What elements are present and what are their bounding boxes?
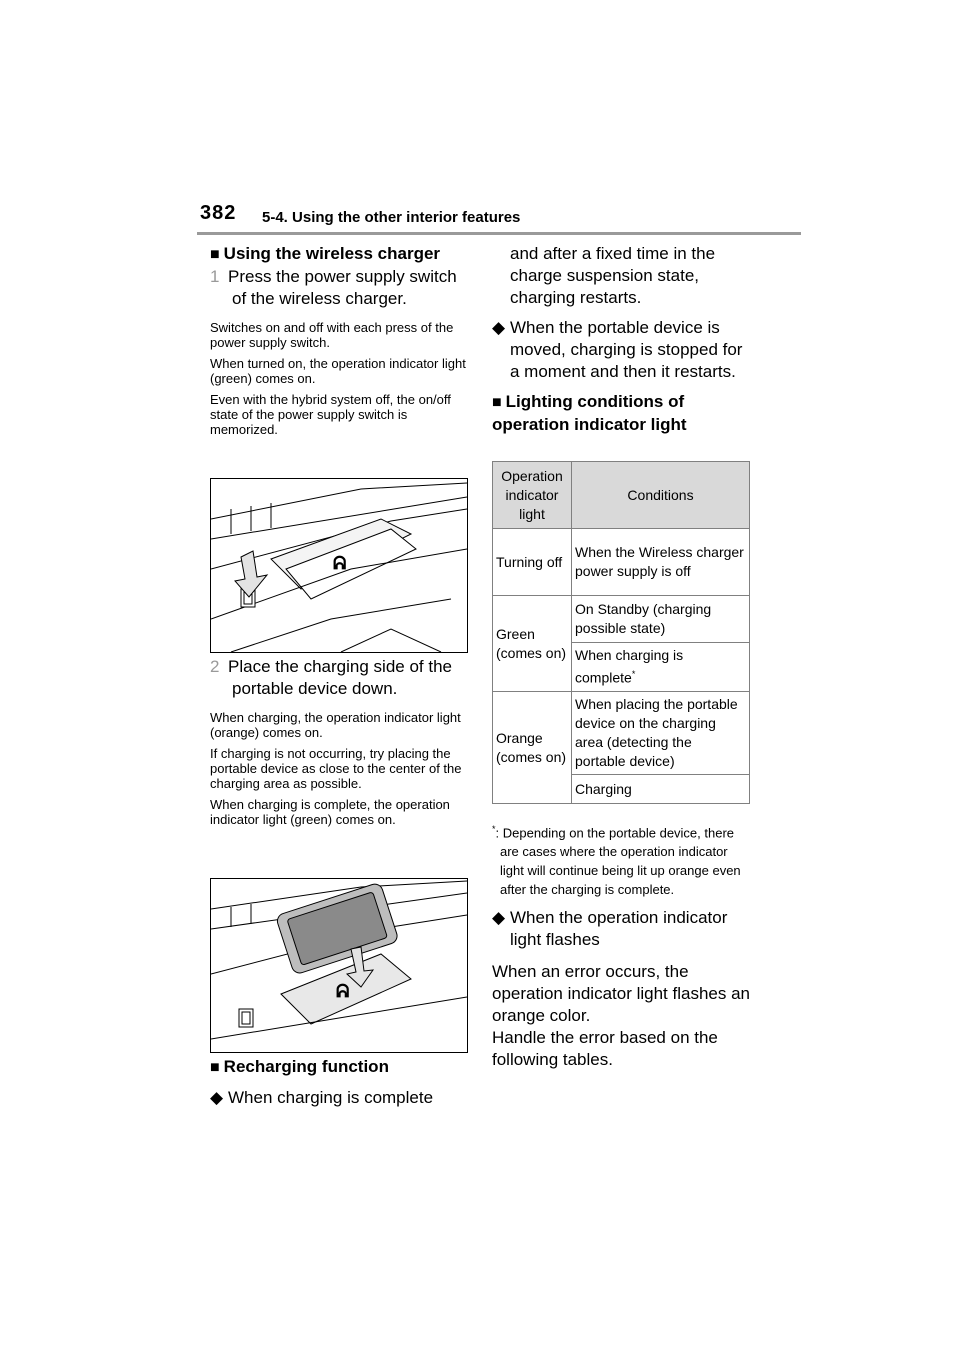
cell-light: Turning off	[493, 529, 572, 596]
step2-note1: When charging, the operation indicator light (orange) comes on.	[210, 710, 461, 740]
footnote: *: Depending on the portable device, there are cases where the operation indicator light will continue being lit up orange even after the charging is complete.	[492, 824, 741, 898]
square-bullet-icon: ■	[210, 1059, 220, 1076]
right-column-lower	[492, 820, 750, 1071]
bullet-moved: ◆ When the portable device is moved, charging is stopped for a moment and then it restarts.	[492, 318, 743, 381]
left-column-step2	[210, 656, 472, 827]
diamond-bullet-icon: ◆	[210, 1088, 224, 1107]
cell-light: Orange (comes on)	[493, 692, 572, 804]
cell-condition: When charging is complete*	[572, 643, 750, 692]
step2-note2: If charging is not occurring, try placing the portable device as close to the center of the charging area as possible.	[210, 746, 462, 791]
heading-using: ■ Using the wireless charger	[210, 244, 441, 263]
heading-recharging: ■ Recharging function	[210, 1057, 389, 1076]
section-title: 5-4. Using the other interior features	[262, 209, 521, 226]
svg-text:ᕱ: ᕱ	[336, 981, 350, 1002]
heading-lighting: ■ Lighting conditions of operation indicator light	[492, 392, 687, 434]
bullet-complete: ◆ When charging is complete	[210, 1088, 434, 1107]
diamond-bullet-icon: ◆	[492, 908, 506, 928]
page-number: 382	[200, 202, 237, 224]
flash-text1: When an error occurs, the operation indicator light flashes an orange color.	[492, 962, 750, 1026]
figure-power-switch	[210, 478, 468, 653]
square-bullet-icon: ■	[210, 246, 220, 263]
device-placement-illustration	[211, 879, 467, 1052]
svg-text:ᕱ: ᕱ	[333, 553, 347, 574]
step-1: 1 Press the power supply switch of the wireless charger.	[210, 267, 457, 308]
left-column	[210, 243, 472, 437]
step1-note1: Switches on and off with each press of the power supply switch.	[210, 320, 454, 350]
diamond-bullet-icon: ◆	[492, 318, 506, 337]
square-bullet-icon: ■	[492, 394, 502, 411]
console-switch-illustration	[211, 479, 467, 652]
figure-place-device	[210, 878, 468, 1053]
flash-text2: Handle the error based on the following tables.	[492, 1028, 718, 1070]
bullet-flashes: ◆ When the operation indicator light flashes	[492, 908, 728, 950]
header-rule	[197, 232, 801, 235]
cell-condition: Charging	[572, 775, 750, 804]
left-column-recharging	[210, 1056, 472, 1109]
lighting-conditions-table	[492, 461, 750, 804]
cell-light: Green (comes on)	[493, 596, 572, 692]
step-2: 2 Place the charging side of the portable device down.	[210, 657, 452, 698]
cell-condition: When the Wireless charger power supply is off	[572, 529, 750, 596]
step1-note3: Even with the hybrid system off, the on/off state of the power supply switch is memorized.	[210, 392, 451, 437]
cell-condition: When placing the portable device on the charging area (detecting the portable device)	[572, 692, 750, 775]
step1-note2: When turned on, the operation indicator light (green) comes on.	[210, 356, 466, 386]
header-conditions: Conditions	[572, 462, 750, 529]
cell-condition: On Standby (charging possible state)	[572, 596, 750, 643]
table-row	[493, 692, 750, 775]
step2-note3: When charging is complete, the operation indicator light (green) comes on.	[210, 797, 450, 827]
continued-text: and after a fixed time in the charge suspension state, charging restarts.	[510, 244, 716, 307]
table-row	[493, 596, 750, 643]
table-header-row	[493, 462, 750, 529]
right-column	[492, 243, 754, 436]
table-row	[493, 529, 750, 596]
header-light: Operation indicator light	[493, 462, 572, 529]
